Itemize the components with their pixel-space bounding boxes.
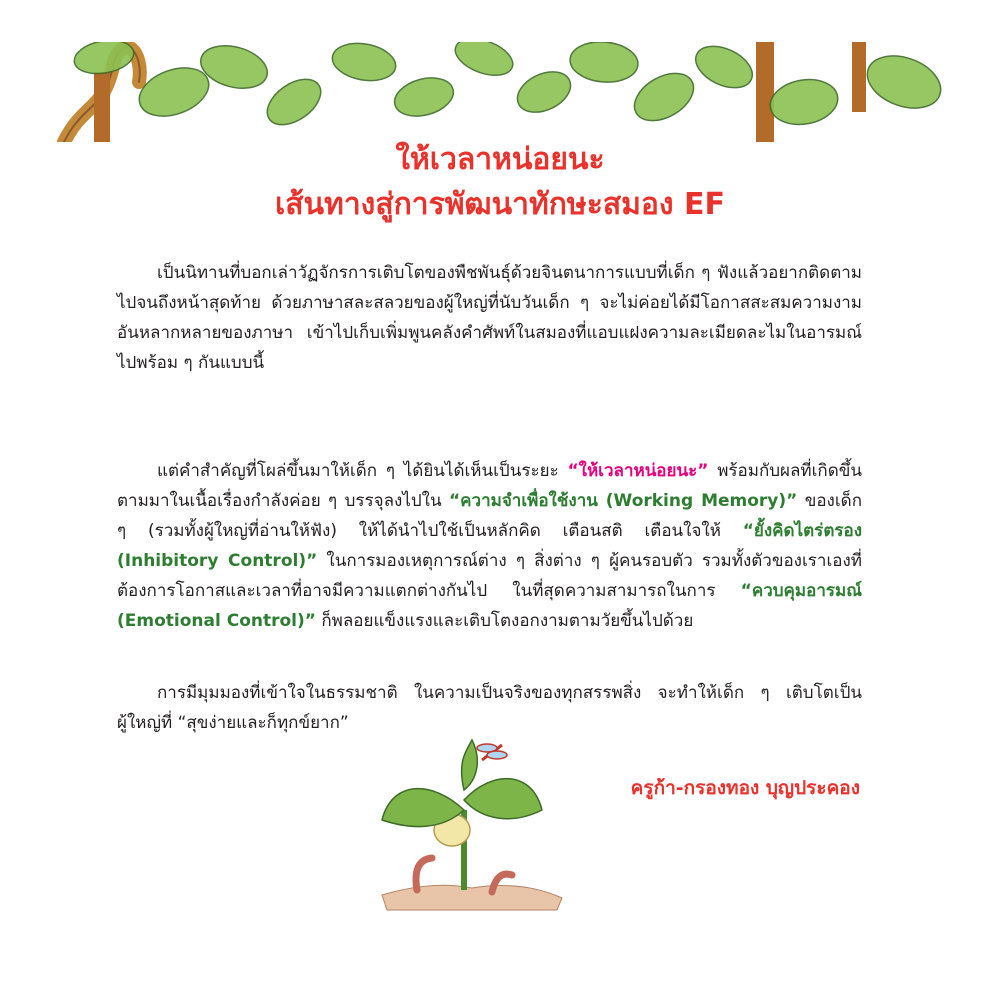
paragraph-3-text: การมีมุมมองที่เข้าใจในธรรมชาติ ในความเป็นจริงของทุกสรรพสิ่ง จะทำให้เด็ก ๆ เติบโตเป็นผู้ใหญ่ที่ “สุขง่ายและก็ทุกข์ยาก” (117, 683, 862, 733)
paragraph-2-text-4: ในการมองเหตุการณ์ต่าง ๆ สิ่งต่าง ๆ ผู้คนรอบตัว รวมทั้งตัวของเราเองที่ต้องการโอกาสและเวลาที่อาจมีความแตกต่างกันไป ในที่สุดความสามารถในการ (117, 551, 862, 601)
dragonfly-icon (477, 744, 507, 760)
paragraph-2-text-5: ก็พลอยแข็งแรงและเติบโตงอกงามตามวัยขึ้นไปด้วย (315, 611, 694, 631)
paragraph-3 (117, 678, 862, 738)
highlight-inhibitory-control: “ยั้งคิดไตร่ตรอง (Inhibitory Control)” (117, 521, 862, 571)
soil-icon (382, 885, 562, 910)
paragraph-2 (117, 456, 862, 636)
paragraph-2-text-1: แต่คำสำคัญที่โผล่ขึ้นมาให้เด็ก ๆ ได้ยินได้เห็นเป็นระยะ (157, 461, 568, 481)
page-subtitle: เส้นทางสู่การพัฒนาทักษะสมอง EF (274, 187, 725, 222)
leaf-cluster (72, 42, 948, 134)
paragraph-2-text-3: ของเด็ก ๆ (รวมทั้งผู้ใหญ่ที่อ่านให้ฟัง) ให้ได้นำไปใช้เป็นหลักคิด เตือนสติ เตือนใจให้ (117, 491, 862, 541)
highlight-emotional-control: “ควบคุมอารมณ์ (Emotional Control)” (117, 581, 862, 631)
highlight-quote-time: “ให้เวลาหน่อยนะ” (567, 461, 709, 481)
page-title: ให้เวลาหน่อยนะ (395, 142, 605, 177)
seedling-illustration (372, 730, 572, 920)
author-name: ครูก้า-กรองทอง บุญประคอง (630, 777, 860, 799)
highlight-working-memory: “ความจำเพื่อใช้งาน (Working Memory)” (448, 491, 798, 511)
paragraph-1 (117, 258, 862, 378)
leaf-header-illustration (44, 42, 958, 142)
paragraph-1-text: เป็นนิทานที่บอกเล่าวัฏจักรการเติบโตของพืชพันธุ์ด้วยจินตนาการแบบที่เด็ก ๆ ฟังแล้วอยากติดตามไปจนถึงหน้าสุดท้าย ด้วยภาษาสละสลวยของผู้ใหญ่ที่นับวันเด็ก ๆ จะไม่ค่อยได้มีโอกาสสะสมความงามอันหลากหลายของภาษา เข้าไปเก็บเพิ่มพูนคลังคำศัพท์ในสมองที่แอบแฝงความละเมียดละไมในอารมณ์ไปพร้อม ๆ กันแบบนี้ (117, 263, 862, 373)
paragraph-2-text-2: พร้อมกับผลที่เกิดขึ้นตามมาในเนื้อเรื่องกำลังค่อย ๆ บรรจุลงไปใน (117, 461, 862, 511)
